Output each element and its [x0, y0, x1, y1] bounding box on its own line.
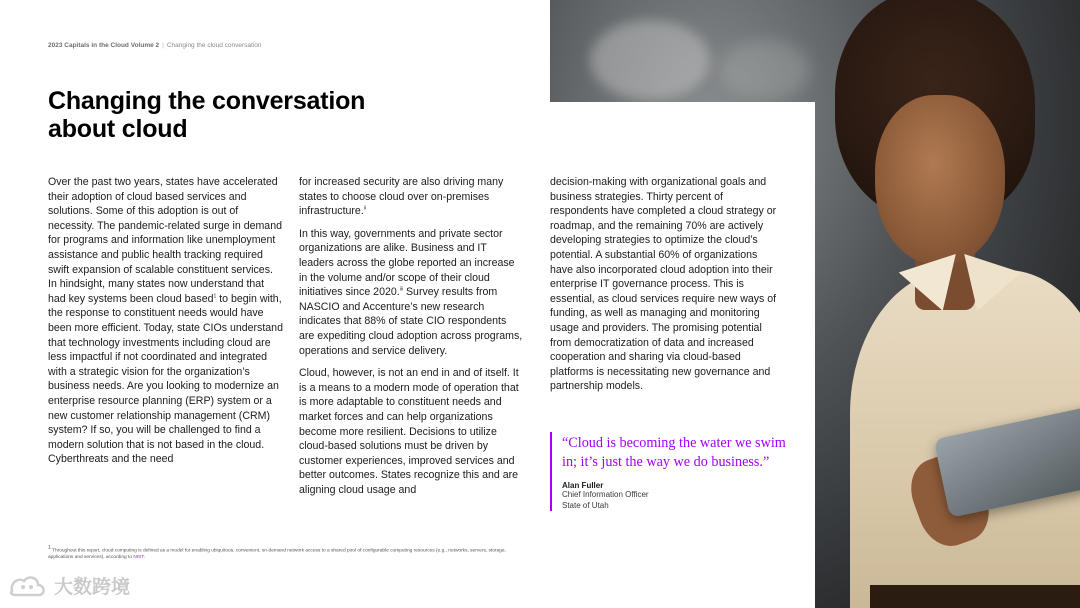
footnote: $^1$ Throughout this report, cloud computing is defined as a model for enabling ubiquitous, convenient, on-demand network access to a shared pool of configurable computing resources (e.g., networks, servers, storage, applications and services), according to NIST. [48, 545, 506, 560]
quote-text: “Cloud is becoming the water we swim in; it’s just the way we do business.” [562, 435, 786, 470]
nist-link[interactable]: NIST [133, 554, 144, 560]
page-title [48, 87, 448, 143]
text-column-2 [299, 175, 524, 505]
watermark [8, 572, 130, 599]
breadcrumb [48, 42, 262, 49]
breadcrumb-report: 2023 Capitals in the Cloud Volume 2 [48, 42, 160, 49]
quote-author-name: Alan Fuller [562, 481, 604, 491]
page-title-line1: Changing the conversation [48, 87, 366, 115]
footnote-ref: iii [399, 286, 404, 293]
footnote-ref: 1 [213, 293, 217, 300]
breadcrumb-section: Changing the cloud conversation [166, 42, 262, 49]
column1-paragraph: Over the past two years, states have accelerated their adoption of cloud based services and solutions. Some of this adoption is out of necessity. The pandemic-related surge in demand for programs and information like unemployment assistance and public health tracking required swift expansion of scalable constituent services. In hindsight, many states now understand that had key systems been cloud based$^1$ to begin with, the response to constituent needs would have been more efficient. Today, state CIOs understand that technology investments including cloud are less impactful if not coordinated and integrated with a strategic vision for the organization’s business needs. Are you looking to modernize an enterprise resource planning (ERP) system or a new customer relationship management (CRM) system? If so, you will be challenged to find a modern solution that is not based in the cloud. Cyberthreats and the need [48, 176, 283, 466]
footnote-ref: ii [363, 205, 366, 212]
column2-paragraph-3: Cloud, however, is not an end in and of itself. It is a means to a modern mode of operation that is more adaptable to constituent needs and market forces and can help organizations become more resilient. Decisions to utilize cloud-based solutions must be driven by customer experiences, improved services and better outcomes. States recognize this and are aligning cloud usage and [299, 367, 519, 496]
text-column-1 [48, 175, 283, 475]
column2-paragraph-1: for increased security are also driving many states to choose cloud over on-premises infrastructure.$^{ii}$ [299, 176, 504, 218]
column3-paragraph: decision-making with organizational goals and business strategies. Thirty percent of respondents have completed a cloud strategy or roadmap, and the remaining 70% are actively developing strategies to optimize the cloud’s potential. A substantial 60% of organizations have also incorporated cloud adoption into their enterprise IT governance process. This is essential, as cloud services require new ways of funding, as well as managing and monitoring usage and providers. The promising potential from democratization of data and increased cooperation and sharing via cloud-based platforms is necessitating new governance and partnership models. [550, 176, 777, 393]
quote-author-org: State of Utah [562, 500, 609, 510]
quote-author-role: Chief Information Officer [562, 490, 649, 500]
text-column-3 [550, 175, 782, 402]
footnote-marker: 1 [48, 545, 51, 551]
page-title-line2: about cloud [48, 115, 188, 143]
pull-quote [550, 432, 802, 511]
watermark-logo-icon [8, 573, 48, 599]
watermark-text: 大数跨境 [54, 576, 131, 598]
breadcrumb-separator: | [162, 42, 164, 49]
column2-paragraph-2: In this way, governments and private sector organizations are alike. Business and IT leaders across the globe reported an increase in the volume and/or scope of their cloud initiatives since 2020.$^{iii}$ Survey results from NASCIO and Accenture’s new research indicates that 88% of state CIO respondents are expediting cloud adoption across programs, operations and service delivery. [299, 227, 523, 357]
